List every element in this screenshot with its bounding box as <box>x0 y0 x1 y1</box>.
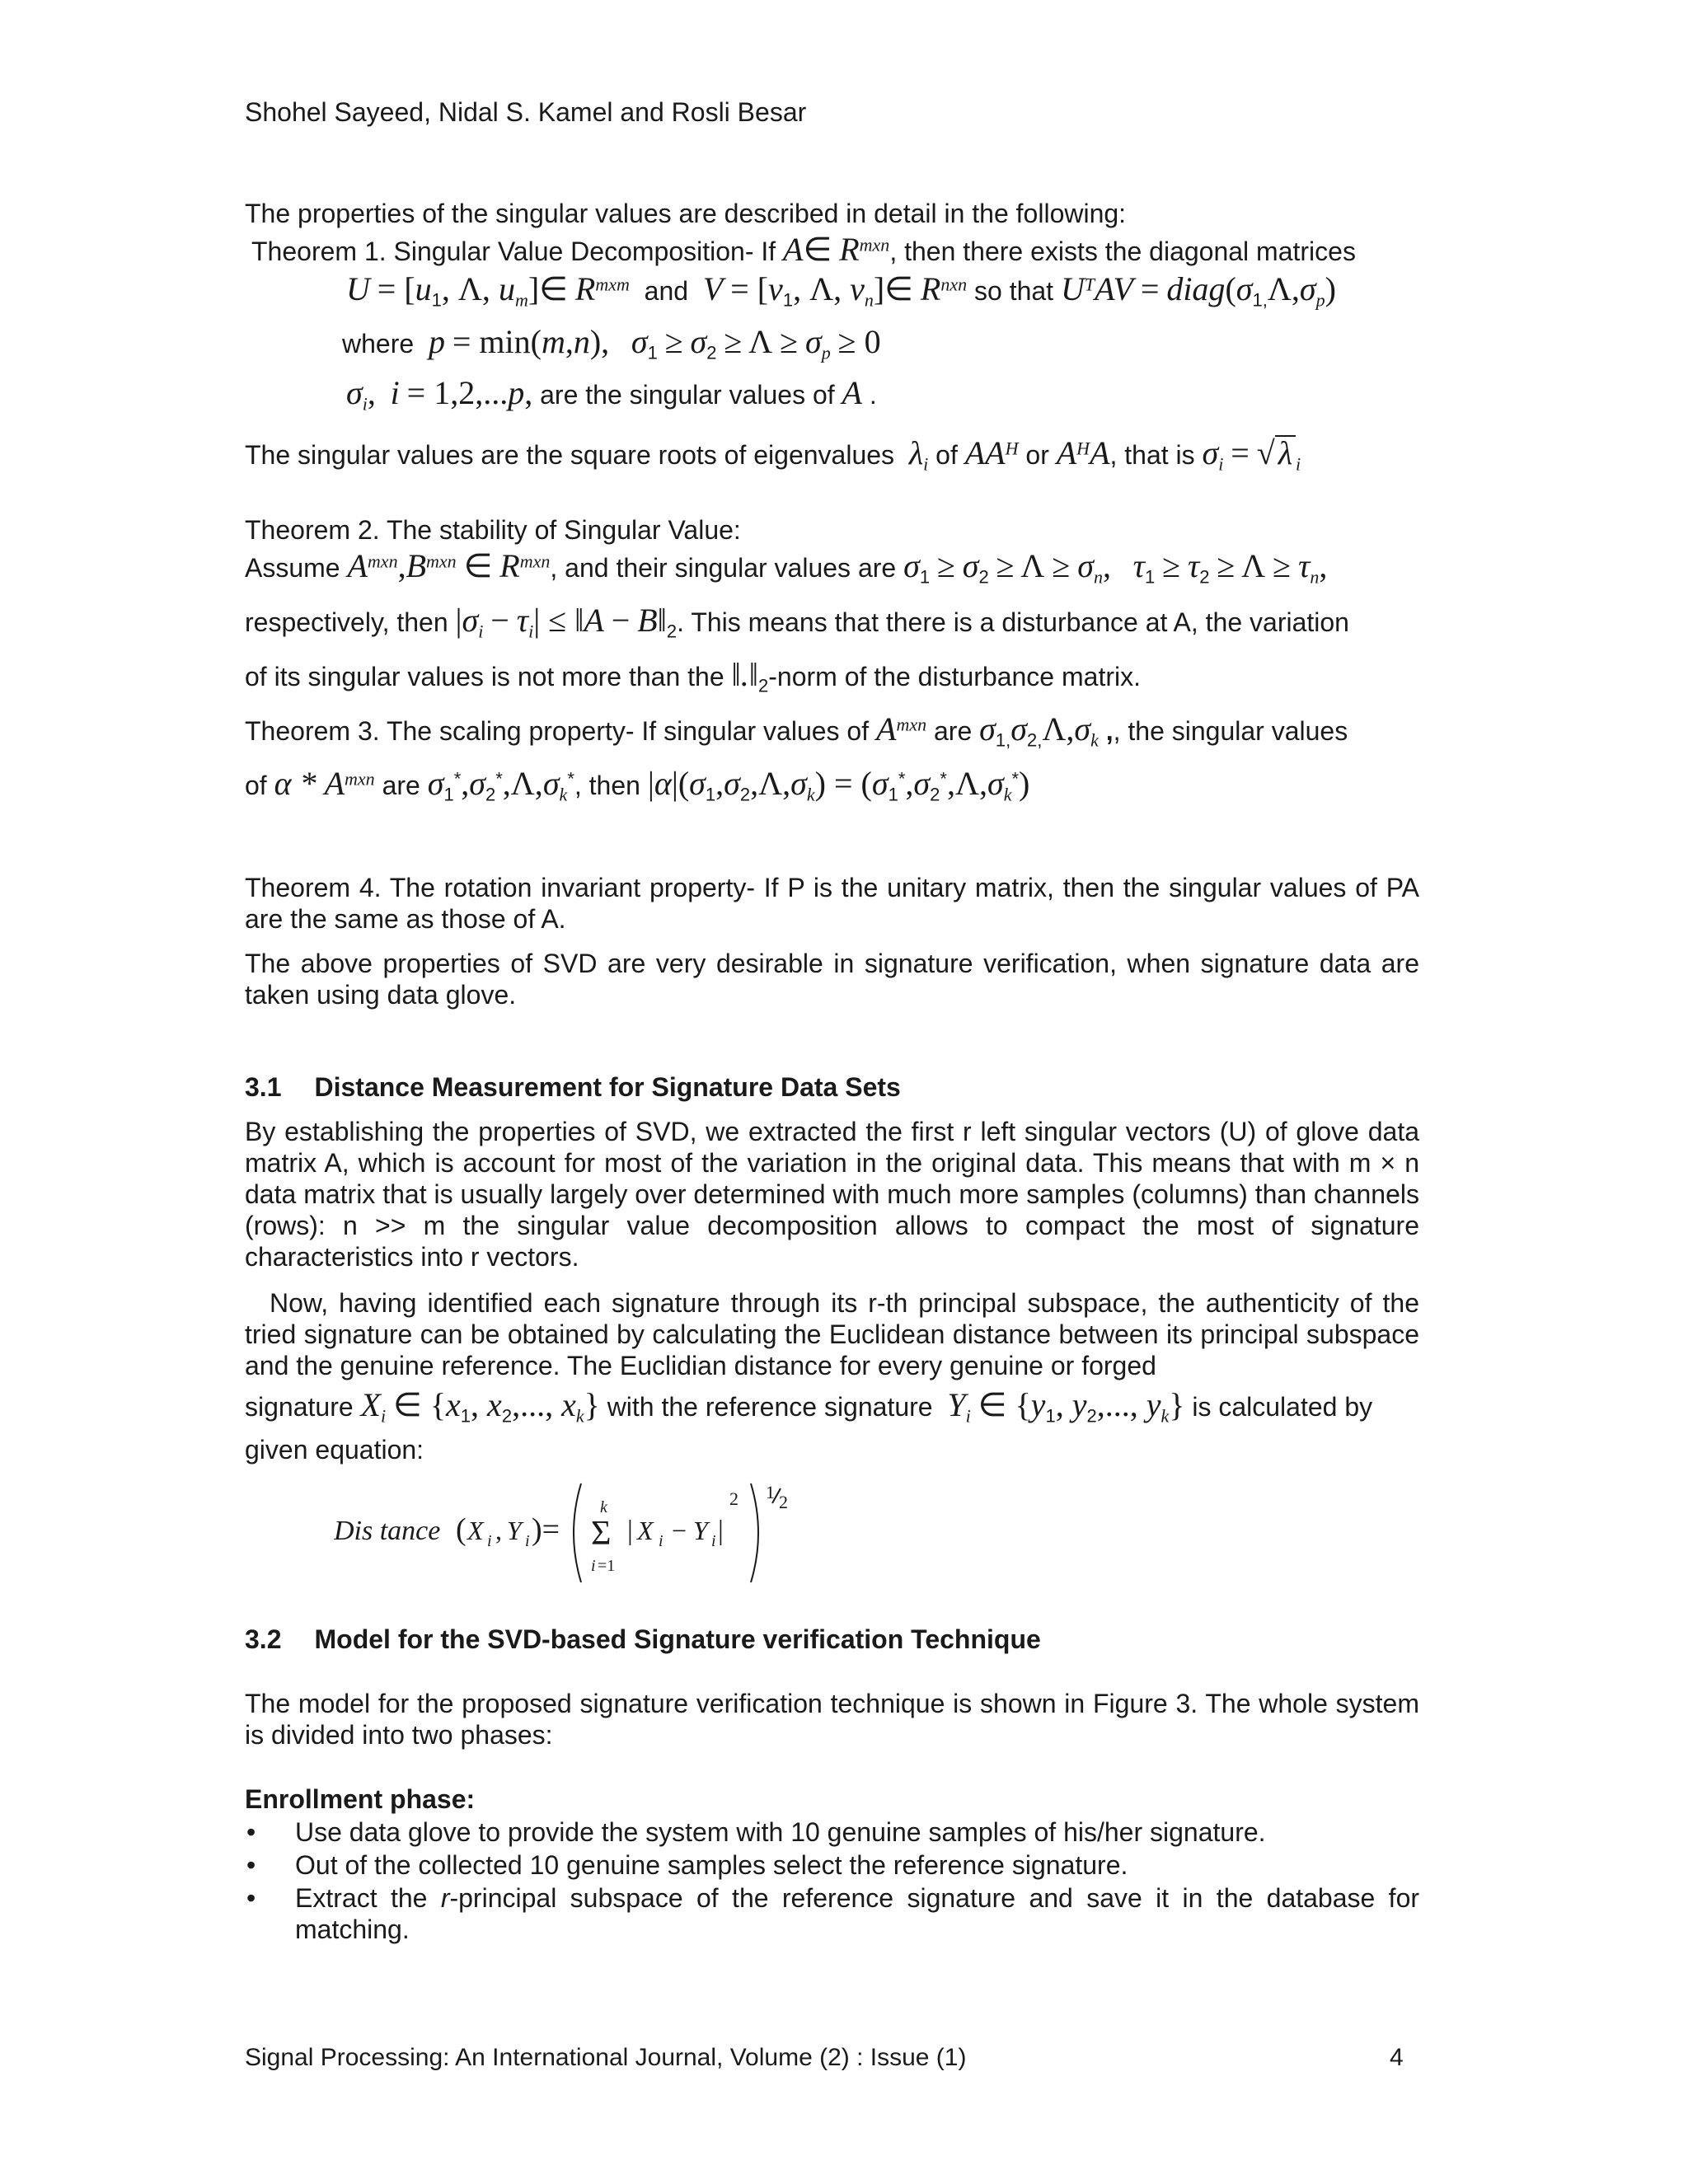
footer-journal: Signal Processing: An International Journal, Volume (2) : Issue (1) <box>245 2044 967 2071</box>
list-item: • Extract the r-principal subspace of the reference signature and save it in the database for matching. <box>245 1882 1419 1945</box>
above-properties: The above properties of SVD are very desirable in signature verification, when signature data are taken using data glove. <box>245 949 1419 1010</box>
page-number: 4 <box>1390 2044 1404 2071</box>
section-3-1-para1: By establishing the properties of SVD, we extracted the first r left singular vectors (U) of glove data matrix A, which is account for most of the variation in the original data. This means that with m × n data matrix that is usually largely over determined with much more samples (columns) than channels (rows): n >> m the singular value decomposition allows to compact the most of signature characteristics into r vectors. <box>245 1117 1419 1272</box>
section-3-2-title: Model for the SVD-based Signature verification Technique <box>314 1624 1041 1654</box>
svg-text:Σ: Σ <box>591 1515 612 1553</box>
theorem1-text: Theorem 1. Singular Value Decomposition- If <box>251 237 776 266</box>
svg-text:X: X <box>637 1516 654 1545</box>
section-3-1-heading <box>245 1071 1419 1103</box>
theorem1-line2: $U = [u_1$, Λ, $u_m]\in$ $R^{mxm}$ and $V = [v_1$, Λ, $v_n]\in$ $R^{nxn}$ so that $U^TAV$ = $diag(\sigma_{1,}\Lambda,\sigma_p)$ <box>346 270 1336 311</box>
svg-text:|: | <box>627 1516 633 1546</box>
svg-text:Y: Y <box>507 1516 522 1545</box>
enrollment-list <box>245 1816 1419 1947</box>
enrollment-heading: Enrollment phase: <box>245 1784 476 1814</box>
svg-text:|: | <box>718 1516 724 1546</box>
svg-text:Y: Y <box>693 1516 708 1545</box>
eq-label: Dis tance <box>334 1516 441 1546</box>
theorem1-tail: , then there exists the diagonal matrices <box>889 237 1356 266</box>
list-item: • Use data glove to provide the system with 10 genuine samples of his/her signature. <box>245 1816 1419 1848</box>
svg-text:2: 2 <box>779 1492 788 1512</box>
svg-text:,: , <box>495 1516 502 1545</box>
intro-text: The properties of the singular values are described in detail in the following: <box>245 199 1127 228</box>
svg-text:X: X <box>467 1516 484 1545</box>
svg-text:1: 1 <box>766 1482 775 1502</box>
theorem1-line1: Theorem 1. Singular Value Decomposition- If A∈ $R^{mxn}$, then there exists the diagonal matrices <box>251 231 1356 268</box>
theorem2-title: Theorem 2. The stability of Singular Value: <box>245 515 741 545</box>
eigen-line: The singular values are the square roots of eigenvalues $\lambda_i$ of $AA^H$ or $A^HA$, that is $\sigma_i$ = √ λ $_i$ <box>245 434 1301 475</box>
svg-text:i: i <box>659 1532 663 1550</box>
section-3-2-number: 3.2 <box>245 1624 282 1654</box>
section-3-2-para: The model for the proposed signature verification technique is shown in Figure 3. The whole system is divided into two phases: <box>245 1689 1419 1750</box>
section-3-1-number: 3.1 <box>245 1072 282 1102</box>
svg-text:2: 2 <box>729 1488 738 1509</box>
section-3-1-para2: Now, having identified each signature through its r-th principal subspace, the authenticity of the tried signature can be obtained by calculating the Euclidean distance between its principal subspace and the genuine reference. The Euclidian distance for every genuine or forged <box>245 1288 1419 1380</box>
theorem4: Theorem 4. The rotation invariant property- If P is the unitary matrix, then the singular values of PA are the same as those of A. <box>245 873 1419 934</box>
svg-text:i: i <box>591 1557 596 1575</box>
running-header: Shohel Sayeed, Nidal S. Kamel and Rosli Besar <box>245 97 807 127</box>
svg-text:−: − <box>672 1516 687 1545</box>
theorem2-line4: of its singular values is not more than the $‖.‖_2$-norm of the disturbance matrix. <box>245 656 1141 696</box>
distance-equation-svg <box>334 1475 828 1591</box>
section-3-2-heading <box>245 1624 1419 1655</box>
svg-text:k: k <box>600 1498 607 1516</box>
list-item: • Out of the collected 10 genuine samples select the reference signature. <box>245 1849 1419 1881</box>
theorem3-line2: of α * $A^{mxn}$ are $\sigma_1^*,\sigma_2^*,\Lambda,\sigma_k^*$, then $|\alpha|(\sigma_1,\sigma_2,\Lambda,\sigma_k) = (\sigma_1^*,\sigma_2^*,\Lambda,\sigma_k^*)$ <box>245 765 1030 805</box>
section-3-1-title: Distance Measurement for Signature Data Sets <box>314 1072 901 1102</box>
svg-text:)=: )= <box>532 1512 560 1547</box>
svg-text:i: i <box>487 1532 492 1550</box>
svg-text:i: i <box>711 1532 716 1550</box>
theorem2-line3: respectively, then $|\sigma_i - \tau_i|$ ≤ ‖A − $B‖_2$. This means that there is a disturbance at A, the variation <box>245 602 1349 642</box>
svg-text:(: ( <box>456 1512 467 1547</box>
distance-equation <box>334 1475 828 1591</box>
svg-text:=1: =1 <box>598 1557 616 1575</box>
theorem1-line4: $\sigma_i$, i = 1,2,...p, are the singular values of A . <box>346 374 877 415</box>
section-3-1-para2-end: given equation: <box>245 1435 424 1465</box>
section-3-1-para2-line4: signature $X_i$ ∈ {$x_1$, $x_2$,..., $x_k$} with the reference signature $Y_i$ ∈ {$y_1$, $y_2$,..., $y_k$} is calculated by <box>245 1386 1373 1427</box>
svg-text:i: i <box>525 1532 530 1550</box>
theorem2-line2: Assume $A^{mxn},B^{mxn}$ ∈ $R^{mxn}$, and their singular values are $\sigma_1 \ge \sigma_2 \ge \Lambda \ge \sigma_n$, $\tau_1 \ge \tau_2 \ge \Lambda \ge \tau_n$, <box>245 547 1328 588</box>
theorem3-line1: Theorem 3. The scaling property- If singular values of $A^{mxn}$ are $\sigma_{1,}\sigma_{2,}\Lambda,\sigma_k$ ,, the singular values <box>245 710 1348 751</box>
theorem1-line3: where p = min(m,n), $\sigma_1 \ge \sigma_2 \ge \Lambda \ge \sigma_p \ge 0$ <box>342 323 881 363</box>
